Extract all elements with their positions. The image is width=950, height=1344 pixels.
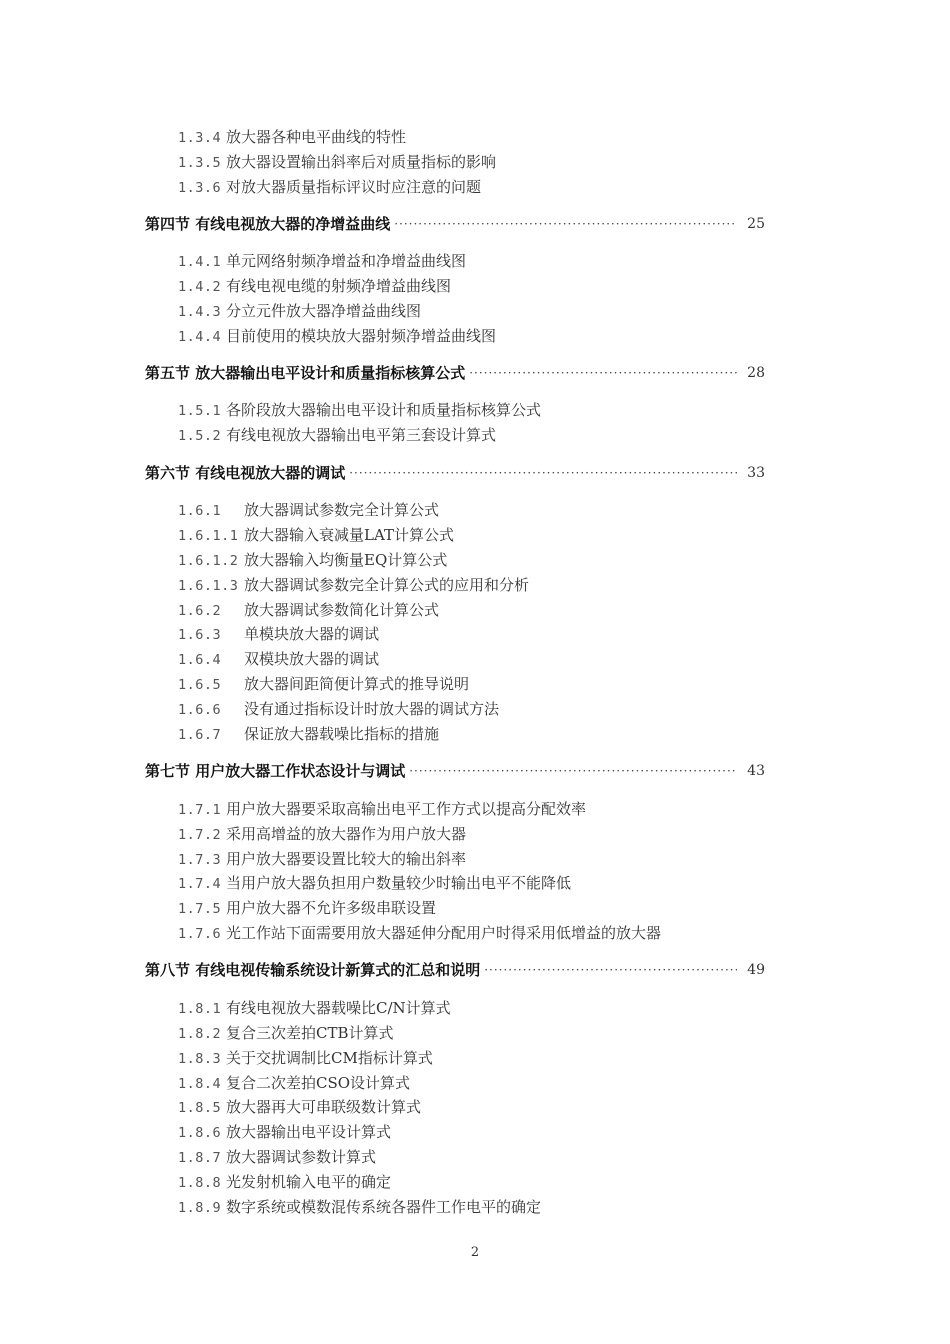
toc-subitem[interactable]: 1.6.1 放大器调试参数完全计算公式	[178, 501, 440, 519]
toc-subitem[interactable]: 1.4.3 分立元件放大器净增益曲线图	[178, 302, 422, 320]
toc-subitem[interactable]: 1.6.4 双模块放大器的调试	[178, 650, 380, 668]
toc-section-6[interactable]	[145, 461, 765, 485]
toc-subitem[interactable]: 1.6.5 放大器间距简便计算式的推导说明	[178, 675, 470, 693]
section-page: 28	[747, 365, 765, 381]
toc-subitem[interactable]: 1.6.2 放大器调试参数简化计算公式	[178, 601, 440, 619]
leader-dots	[484, 958, 737, 982]
toc-subitem[interactable]: 1.7.5 用户放大器不允许多级串联设置	[178, 899, 437, 917]
toc-subitem[interactable]: 1.8.2 复合三次差拍CTB计算式	[178, 1024, 394, 1042]
toc-subitem[interactable]: 1.3.5 放大器设置输出斜率后对质量指标的影响	[178, 153, 497, 171]
section-page: 43	[747, 763, 765, 779]
section-page: 25	[747, 216, 765, 232]
section-title: 第四节 有线电视放大器的净增益曲线	[145, 215, 391, 233]
section-page: 33	[747, 465, 765, 481]
page-number: 2	[470, 1245, 480, 1260]
toc-subitem[interactable]: 1.6.1.3 放大器调试参数完全计算公式的应用和分析	[178, 576, 530, 594]
toc-subitem[interactable]: 1.7.4 当用户放大器负担用户数量较少时输出电平不能降低	[178, 874, 572, 892]
toc-subitem[interactable]: 1.8.6 放大器输出电平设计算式	[178, 1123, 392, 1141]
leader-dots	[394, 212, 737, 236]
toc-subitem[interactable]: 1.8.5 放大器再大可串联级数计算式	[178, 1098, 422, 1116]
toc-subitem[interactable]: 1.7.1 用户放大器要采取高输出电平工作方式以提高分配效率	[178, 800, 587, 818]
toc-subitem[interactable]: 1.8.1 有线电视放大器载噪比C/N计算式	[178, 999, 451, 1017]
leader-dots	[409, 759, 737, 783]
toc-section-5[interactable]	[145, 361, 765, 385]
toc-subitem[interactable]: 1.8.7 放大器调试参数计算式	[178, 1148, 377, 1166]
toc-subitem[interactable]: 1.8.4 复合二次差拍CSO设计算式	[178, 1074, 411, 1092]
toc-subitem[interactable]: 1.6.6 没有通过指标设计时放大器的调试方法	[178, 700, 500, 718]
toc-subitem[interactable]: 1.6.7 保证放大器载噪比指标的措施	[178, 725, 440, 743]
leader-dots	[349, 461, 737, 485]
toc-subitem[interactable]: 1.7.6 光工作站下面需要用放大器延伸分配用户时得采用低增益的放大器	[178, 924, 662, 942]
toc-subitem[interactable]: 1.5.1 各阶段放大器输出电平设计和质量指标核算公式	[178, 401, 542, 419]
toc-subitem[interactable]: 1.3.6 对放大器质量指标评议时应注意的问题	[178, 178, 482, 196]
toc-subitem[interactable]: 1.4.1 单元网络射频净增益和净增益曲线图	[178, 252, 467, 270]
toc-section-4[interactable]	[145, 212, 765, 236]
toc-subitem[interactable]: 1.8.8 光发射机输入电平的确定	[178, 1173, 392, 1191]
toc-subitem[interactable]: 1.6.1.2 放大器输入均衡量EQ计算公式	[178, 551, 448, 569]
section-title: 第五节 放大器输出电平设计和质量指标核算公式	[145, 364, 466, 382]
toc-section-7[interactable]	[145, 759, 765, 783]
toc-subitem[interactable]: 1.6.3 单模块放大器的调试	[178, 625, 380, 643]
section-title: 第六节 有线电视放大器的调试	[145, 464, 346, 482]
toc-subitem[interactable]: 1.5.2 有线电视放大器输出电平第三套设计算式	[178, 426, 497, 444]
section-page: 49	[747, 962, 765, 978]
toc-subitem[interactable]: 1.8.3 关于交扰调制比CM指标计算式	[178, 1049, 433, 1067]
toc-subitem[interactable]: 1.8.9 数字系统或模数混传系统各器件工作电平的确定	[178, 1198, 542, 1216]
toc-section-8[interactable]	[145, 958, 765, 982]
toc-subitem[interactable]: 1.3.4 放大器各种电平曲线的特性	[178, 128, 407, 146]
toc-subitem[interactable]: 1.4.2 有线电视电缆的射频净增益曲线图	[178, 277, 452, 295]
toc-subitem[interactable]: 1.6.1.1 放大器输入衰减量LAT计算公式	[178, 526, 454, 544]
toc-subitem[interactable]: 1.4.4 目前使用的模块放大器射频净增益曲线图	[178, 327, 497, 345]
toc-subitem[interactable]: 1.7.3 用户放大器要设置比较大的输出斜率	[178, 850, 467, 868]
section-title: 第八节 有线电视传输系统设计新算式的汇总和说明	[145, 961, 481, 979]
leader-dots	[469, 361, 737, 385]
section-title: 第七节 用户放大器工作状态设计与调试	[145, 762, 406, 780]
toc-subitem[interactable]: 1.7.2 采用高增益的放大器作为用户放大器	[178, 825, 467, 843]
